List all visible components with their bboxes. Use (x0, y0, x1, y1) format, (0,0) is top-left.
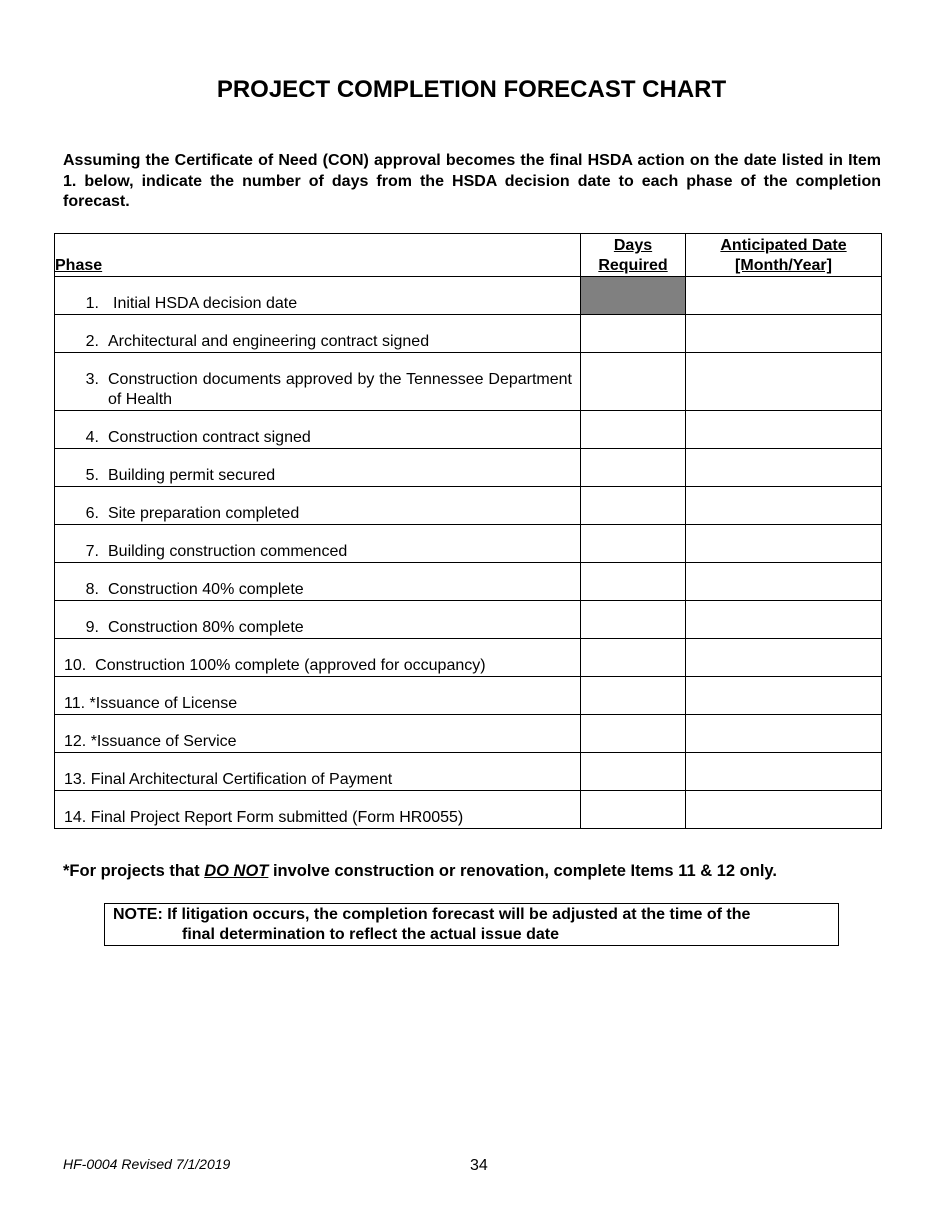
table-header-row (55, 234, 882, 277)
anticipated-date-cell[interactable] (686, 715, 882, 753)
days-required-cell[interactable] (581, 487, 686, 525)
anticipated-date-cell[interactable] (686, 563, 882, 601)
phase-cell (55, 677, 581, 715)
days-required-cell[interactable] (581, 639, 686, 677)
phase-number: 1. (85, 295, 99, 312)
anticipated-date-cell[interactable] (686, 315, 882, 353)
anticipated-date-cell[interactable] (686, 525, 882, 563)
phase-cell (55, 563, 581, 601)
phase-cell (55, 487, 581, 525)
anticipated-date-cell[interactable] (686, 639, 882, 677)
table-row (55, 753, 882, 791)
note-line-2: final determination to reflect the actual issue date (182, 926, 559, 943)
phase-cell (55, 753, 581, 791)
phase-number: 13. (64, 771, 87, 788)
phase-cell (55, 601, 581, 639)
phase-label: Building permit secured (108, 467, 276, 484)
table-row (55, 353, 882, 411)
anticipated-date-cell[interactable] (686, 277, 882, 315)
note-box (104, 903, 839, 946)
phase-label: Initial HSDA decision date (113, 295, 298, 312)
phase-number: 3. (85, 371, 99, 388)
phase-header: Phase (55, 234, 581, 277)
phase-label: Building construction commenced (108, 543, 348, 560)
phase-cell (55, 715, 581, 753)
note-line-1: NOTE: If litigation occurs, the completion forecast will be adjusted at the time of the (113, 906, 751, 923)
footnote-text-after: involve construction or renovation, complete Items 11 & 12 only. (268, 862, 777, 880)
table-row (55, 639, 882, 677)
days-required-header (581, 234, 686, 277)
days-required-cell[interactable] (581, 753, 686, 791)
phase-number: 5. (85, 467, 99, 484)
phase-number: 2. (85, 333, 99, 350)
phase-label: Construction 80% complete (108, 619, 304, 636)
days-required-cell[interactable] (581, 601, 686, 639)
page-title: PROJECT COMPLETION FORECAST CHART (216, 76, 727, 103)
anticipated-date-cell[interactable] (686, 487, 882, 525)
phase-label: Final Architectural Certification of Payment (90, 771, 393, 788)
phase-label: Construction 40% complete (108, 581, 304, 598)
table-row (55, 525, 882, 563)
table-row (55, 601, 882, 639)
anticipated-date-cell[interactable] (686, 791, 882, 829)
phase-number: 6. (85, 505, 99, 522)
phase-cell (55, 791, 581, 829)
phase-cell (55, 449, 581, 487)
footnote-emphasis: DO NOT (204, 862, 269, 880)
footnote-text-before: *For projects that (63, 862, 205, 880)
days-required-cell[interactable] (581, 563, 686, 601)
phase-number: 7. (85, 543, 99, 560)
phase-cell (55, 277, 581, 315)
anticipated-date-header-line2: [Month/Year] (735, 257, 832, 274)
form-revision-id: HF-0004 Revised 7/1/2019 (63, 1156, 231, 1172)
phase-label: Final Project Report Form submitted (Form HR0055) (90, 809, 464, 826)
anticipated-date-cell[interactable] (686, 753, 882, 791)
phase-cell (55, 353, 581, 411)
anticipated-date-cell[interactable] (686, 411, 882, 449)
anticipated-date-header (686, 234, 882, 277)
phase-label: Architectural and engineering contract signed (108, 333, 430, 350)
days-required-cell[interactable] (581, 715, 686, 753)
anticipated-date-cell[interactable] (686, 677, 882, 715)
phase-number: 11. (64, 695, 86, 712)
days-required-cell[interactable] (581, 525, 686, 563)
phase-label: Site preparation completed (108, 505, 300, 522)
forecast-table (54, 233, 882, 829)
phase-number: 8. (85, 581, 99, 598)
table-row (55, 791, 882, 829)
table-row (55, 677, 882, 715)
phase-cell (55, 411, 581, 449)
phase-number: 9. (85, 619, 99, 636)
table-row (55, 315, 882, 353)
table-row (55, 563, 882, 601)
phase-cell (55, 525, 581, 563)
page-number: 34 (470, 1157, 488, 1174)
phase-label: *Issuance of License (89, 695, 238, 712)
instructions-paragraph: Assuming the Certificate of Need (CON) approval becomes the final HSDA action on the date listed in Item 1. below, indicate the number of days from the HSDA decision date to each phase of the completion forecast. (63, 152, 881, 210)
days-required-header-line1: Days (613, 237, 653, 254)
days-required-cell[interactable] (581, 411, 686, 449)
anticipated-date-cell[interactable] (686, 601, 882, 639)
days-required-cell[interactable] (581, 353, 686, 411)
anticipated-date-cell[interactable] (686, 449, 882, 487)
phase-label: Construction documents approved by the Tennessee Department of Health (108, 371, 572, 408)
days-required-cell[interactable] (581, 315, 686, 353)
phase-number: 14. (64, 809, 87, 826)
days-required-cell[interactable] (581, 791, 686, 829)
phase-label: Construction 100% complete (approved for occupancy) (95, 657, 486, 674)
table-row (55, 449, 882, 487)
anticipated-date-cell[interactable] (686, 353, 882, 411)
days-required-cell-disabled (581, 277, 686, 315)
table-row (55, 277, 882, 315)
phase-cell (55, 639, 581, 677)
anticipated-date-header-line1: Anticipated Date (720, 237, 847, 254)
phase-label: Construction contract signed (108, 429, 311, 446)
days-required-cell[interactable] (581, 677, 686, 715)
days-required-header-line2: Required (598, 257, 668, 274)
footnote (63, 862, 903, 881)
phase-label: *Issuance of Service (90, 733, 237, 750)
table-row (55, 487, 882, 525)
phase-number: 12. (64, 733, 87, 750)
phase-cell (55, 315, 581, 353)
table-row (55, 715, 882, 753)
days-required-cell[interactable] (581, 449, 686, 487)
phase-number: 10. (64, 657, 87, 674)
table-row (55, 411, 882, 449)
phase-number: 4. (85, 429, 99, 446)
